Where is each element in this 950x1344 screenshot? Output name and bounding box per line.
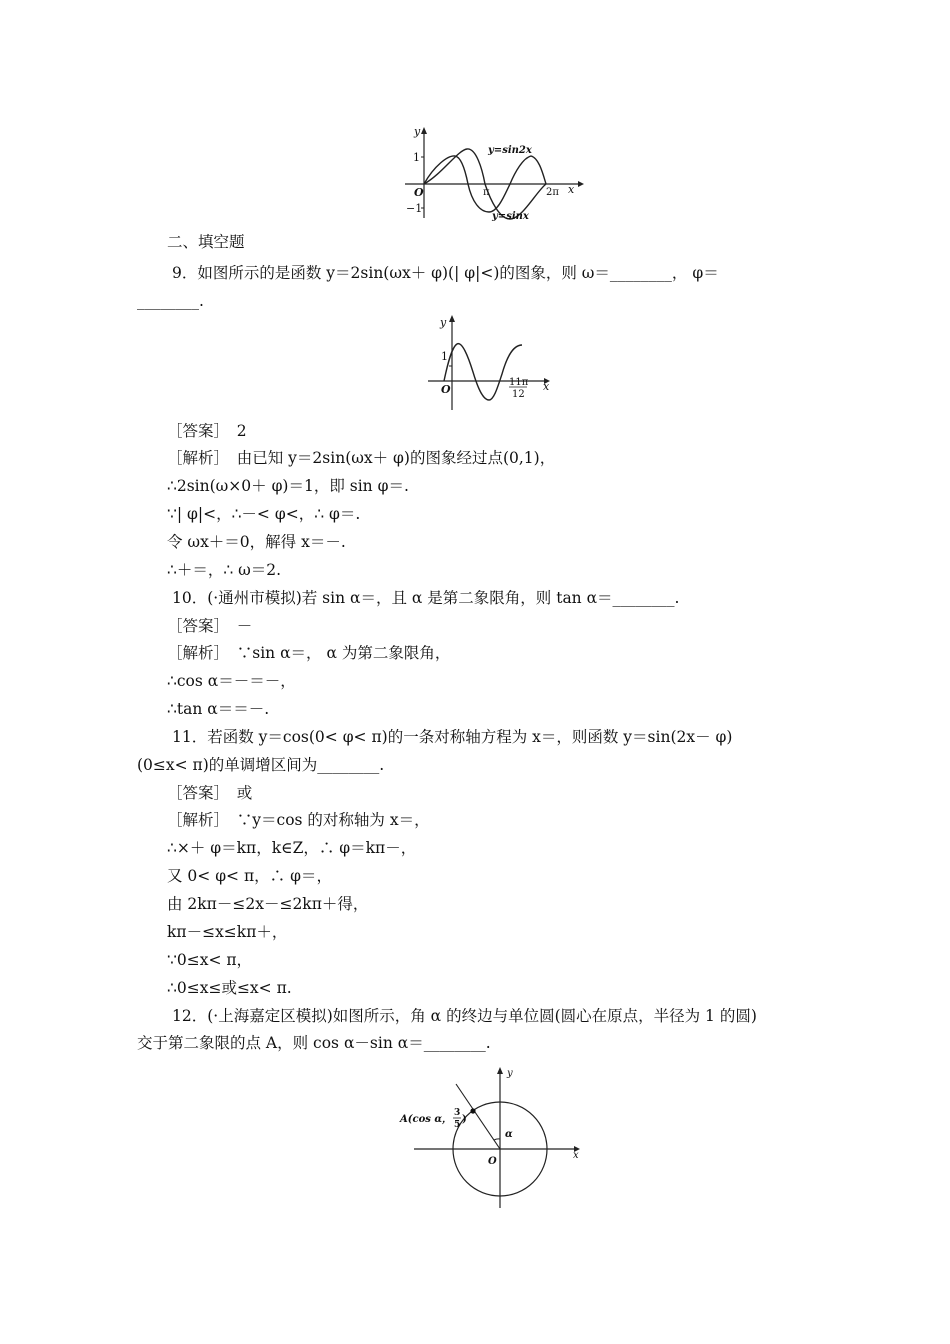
- point-a-label: A(cos α，: [400, 1114, 453, 1125]
- q11-analysis-3: 又 0< φ< π，∴ φ＝，: [167, 867, 332, 885]
- q9-line2: ________.: [137, 292, 204, 310]
- y-axis-label: y: [414, 125, 421, 138]
- q9-analysis-3: ∵| φ|<，∴－< φ<，∴ φ＝.: [167, 505, 361, 523]
- q9-analysis-4: 令 ωx＋＝0，解得 x＝－.: [167, 533, 346, 551]
- figure-sine-graphs: [400, 122, 590, 222]
- figure-unit-circle: [392, 1060, 592, 1210]
- x-axis-label: x: [568, 183, 575, 196]
- figure-q9-graph: [426, 312, 556, 412]
- q11-analysis-5: kπ－≤x≤kπ＋，: [167, 923, 288, 941]
- circle-origin: O: [488, 1156, 497, 1167]
- q11-analysis-6: ∵0≤x< π，: [167, 951, 253, 969]
- q9-answer: ［答案］ 2: [167, 422, 247, 440]
- tick-1: 1: [413, 151, 420, 164]
- origin-label: O: [414, 186, 424, 199]
- q11-answer: ［答案］ 或: [167, 784, 253, 802]
- q9-tick-1: 1: [441, 350, 448, 363]
- alpha-label: α: [505, 1129, 513, 1140]
- q9-x-axis: x: [543, 380, 550, 393]
- curve-q9: [444, 344, 522, 400]
- q11-analysis-7: ∴0≤x≤或≤x< π.: [167, 979, 292, 997]
- q10-analysis-2: ∴cos α＝－＝－，: [167, 672, 296, 690]
- q10-analysis-3: ∴tan α＝＝－.: [167, 700, 270, 718]
- tick-2pi: 2π: [546, 187, 559, 198]
- label-sinx: y=sinx: [492, 211, 529, 222]
- q9-analysis-5: ∴＋＝，∴ ω＝2.: [167, 561, 282, 579]
- label-sin2x: y=sin2x: [488, 145, 532, 156]
- q9-line1: 9．如图所示的是函数 y＝2sin(ωx＋ φ)(| φ|<)的图象，则 ω＝________， φ＝: [172, 264, 719, 282]
- q12-line1: 12．(·上海嘉定区模拟)如图所示，角 α 的终边与单位圆(圆心在原点，半径为 1 的圆): [172, 1007, 757, 1025]
- q11-analysis-1: ［解析］ ∵y＝cos 的对称轴为 x＝，: [167, 811, 430, 829]
- tick-pi: π: [483, 187, 490, 198]
- q9-tick-num: 11π: [509, 377, 529, 388]
- tick-neg1: −1: [406, 202, 423, 215]
- q9-analysis-1: ［解析］ 由已知 y＝2sin(ωx＋ φ)的图象经过点(0,1)，: [167, 449, 556, 467]
- q9-origin: O: [441, 383, 451, 396]
- q9-analysis-2: ∴2sin(ω×0＋ φ)＝1，即 sin φ＝.: [167, 477, 409, 495]
- q10-analysis-1: ［解析］ ∵sin α＝， α 为第二象限角，: [167, 644, 451, 662]
- q9-y-axis: y: [440, 316, 447, 329]
- section-title: 二、填空题: [167, 233, 245, 251]
- q11-analysis-2: ∴×＋ φ＝kπ，k∈Z，∴ φ＝kπ－，: [167, 839, 417, 857]
- point-a-frac-den: 5: [454, 1120, 461, 1130]
- q12-line2: 交于第二象限的点 A，则 cos α－sin α＝________.: [137, 1034, 491, 1052]
- circle-y-axis: y: [507, 1068, 513, 1079]
- q10-line1: 10．(·通州市模拟)若 sin α＝，且 α 是第二象限角，则 tan α＝________.: [172, 589, 680, 607]
- circle-x-axis: x: [573, 1150, 579, 1161]
- point-a-close: ): [462, 1114, 467, 1125]
- q11-line1: 11．若函数 y＝cos(0< φ< π)的一条对称轴方程为 x＝，则函数 y＝sin(2x－ φ): [172, 728, 733, 746]
- q11-analysis-4: 由 2kπ－≤2x－≤2kπ＋得，: [167, 895, 369, 913]
- q11-line2: (0≤x< π)的单调增区间为________.: [137, 756, 385, 774]
- q9-tick-den: 12: [512, 389, 525, 400]
- point-a-frac-num: 3: [454, 1108, 461, 1118]
- q10-answer: ［答案］ －: [167, 617, 253, 635]
